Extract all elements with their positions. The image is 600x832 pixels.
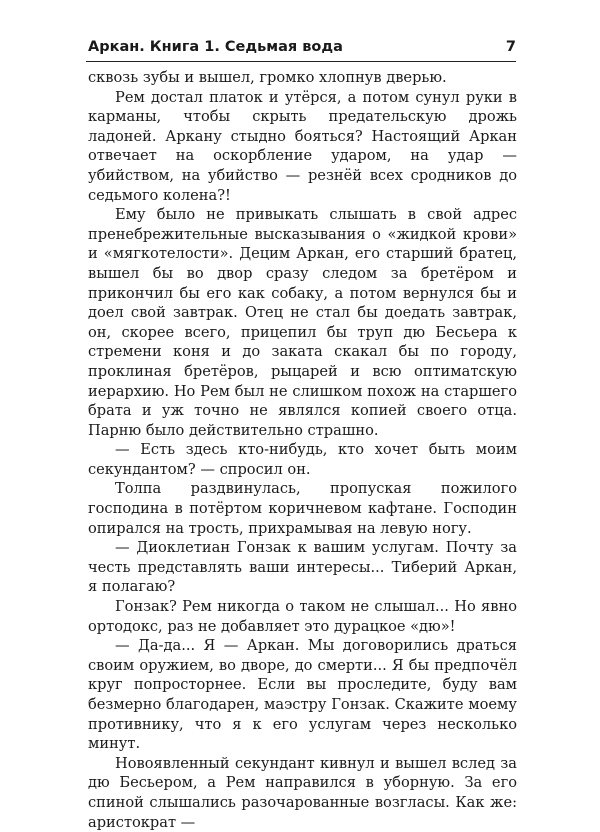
paragraph: сквозь зубы и вышел, громко хлопнув дверью.	[88, 69, 447, 86]
running-head	[88, 33, 516, 55]
paragraph: Рем достал платок и утёрся, а потом сунул руки в карманы, чтобы скрыть предательскую дрожь ладоней. Аркану стыдно бояться? Настоящий Аркан отвечает на оскорбление ударом, на удар — убийством, на убийство — резнёй всех сродников до седьмого колена?!	[88, 88, 517, 204]
paragraph: — Диоклетиан Гонзак к вашим услугам. Почту за честь представлять ваши интересы... Тиберий Аркан, я полагаю?	[88, 539, 517, 596]
paragraph: — Есть здесь кто-нибудь, кто хочет быть моим секундантом? — спросил он.	[88, 441, 517, 478]
running-title: Аркан. Книга 1. Седьмая вода	[88, 39, 343, 55]
header-rule	[86, 61, 516, 62]
paragraph: Ему было не привыкать слышать в свой адрес пренебрежительные высказывания о «жидкой крови» и «мягкотелости». Децим Аркан, его старший братец, вышел бы во двор сразу следом за бретёром и прикончил бы его как собаку, а потом вернулся бы и доел свой завтрак. Отец не стал бы доедать завтрак, он, скорее всего, прицепил бы труп дю Бесьера к стремени коня и до заката скакал бы по городу, проклиная бретёров, рыцарей и всю оптиматскую иерархию. Но Рем был не слишком похож на старшего брата и уж точно не являлся копией своего отца. Парню было действительно страшно.	[88, 206, 517, 439]
paragraph: — Да-да... Я — Аркан. Мы договорились драться своим оружием, во дворе, до смерти... Я бы предпочёл круг попросторнее. Если вы проследите, буду вам безмерно благодарен, маэстру Гонзак. Скажите моему противнику, что я к его услугам через несколько минут.	[88, 637, 517, 753]
paragraph: Гонзак? Рем никогда о таком не слышал... Но явно ортодокс, раз не добавляет это дурацкое «дю»!	[88, 598, 517, 635]
paragraph: Новоявленный секундант кивнул и вышел вслед за дю Бесьером, а Рем направился в уборную. За его спиной слышались разочарованные возгласы. Как же: аристократ —	[88, 754, 517, 831]
paragraph: Толпа раздвинулась, пропуская пожилого господина в потёртом коричневом кафтане. Господин опирался на трость, прихрамывая на левую ногу.	[88, 480, 517, 537]
page-number: 7	[505, 39, 516, 55]
body-text	[88, 68, 517, 832]
